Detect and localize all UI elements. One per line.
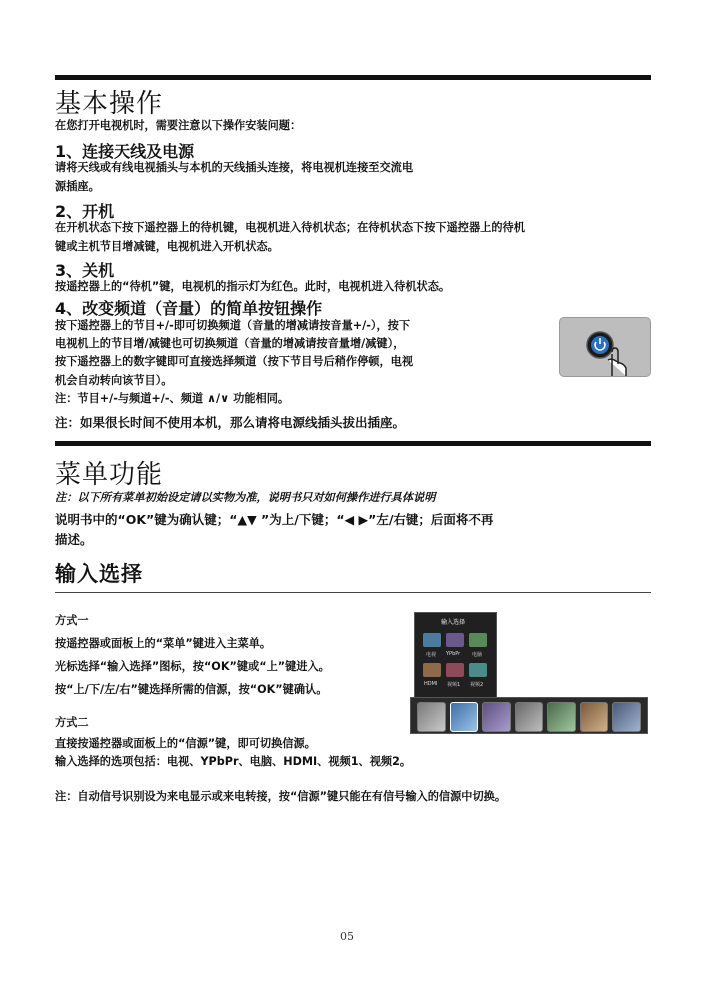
section-rule <box>55 441 651 446</box>
section-title-menu-functions: 菜单功能 <box>55 460 164 490</box>
tile-label: YPbPr <box>446 651 461 657</box>
heading-power-off: 3、关机 <box>55 261 115 280</box>
para-line: 注：节目+/-与频道+/-、频道 ∧/∨ 功能相同。 <box>55 392 290 405</box>
page-number: 05 <box>340 930 354 943</box>
para-line: 在开机状态下按下遥控器上的待机键，电视机进入待机状态；在待机状态下按下遥控器上的待机 <box>55 221 525 234</box>
para-line: 电视机上的节目增/减键也可切换频道（音量的增减请按音量增/减键）， <box>55 337 405 350</box>
para-line: 源插座。 <box>55 180 100 193</box>
video2-source-icon <box>469 663 487 677</box>
main-menu-icon-strip <box>410 697 648 734</box>
para-line: 请将天线或有线电视插头与本机的天线插头连接，将电视机连接至交流电 <box>55 161 414 174</box>
section-title-basic-operations: 基本操作 <box>55 89 164 119</box>
para-line: 按下遥控器上的节目+/-即可切换频道（音量的增减请按音量+/-），按下 <box>55 319 411 332</box>
para-line: 按遥控器或面板上的“菜单”键进入主菜单。 <box>55 637 272 650</box>
para-line: 按遥控器上的“待机”键，电视机的指示灯为红色。此时，电视机进入待机状态。 <box>55 280 451 293</box>
hdmi-source-icon <box>423 663 441 677</box>
pc-source-icon <box>469 633 487 647</box>
para-line: 输入选择的选项包括：电视、YPbPr、电脑、HDMI、视频1、视频2。 <box>55 755 412 768</box>
input-select-menu-screenshot <box>414 612 497 698</box>
input-select-menu-icon <box>450 702 479 732</box>
source-switch-note: 注：自动信号识别设为来电显示或来电转接，按“信源”键只能在有信号输入的信源中切换。 <box>55 790 507 803</box>
sound-menu-icon <box>482 702 511 732</box>
para-line: 直接按遥控器或面板上的“信源”键，即可切换信源。 <box>55 737 316 750</box>
para-line: 机会自动转向该节目）。 <box>55 374 173 387</box>
para-line: 键或主机节目增减键，电视机进入开机状态。 <box>55 240 279 253</box>
para-line: 按下遥控器上的数字键即可直接选择频道（按下节目号后稍作停顿，电视 <box>55 355 414 368</box>
tv-source-icon <box>423 633 441 647</box>
menu-header: 输入选择 <box>441 619 466 626</box>
search-menu-icon <box>612 702 641 732</box>
heading-channel-volume: 4、改变频道（音量）的简单按钮操作 <box>55 299 323 318</box>
para-line: 光标选择“输入选择”图标，按“OK”键或“上”键进入。 <box>55 660 330 673</box>
tile-label: 电脑 <box>472 652 483 658</box>
remote-button-illustration <box>559 317 651 377</box>
settings-menu-icon <box>580 702 609 732</box>
intro-text: 在您打开电视机时，需要注意以下操作安装问题： <box>55 119 302 132</box>
menu-italic-note: 注：以下所有菜单初始设定请以实物为准，说明书只对如何操作进行具体说明 <box>55 491 436 504</box>
tile-label: 视频1 <box>447 682 461 688</box>
heading-power-on: 2、开机 <box>55 202 115 221</box>
top-rule <box>55 75 651 80</box>
ypbpr-source-icon <box>446 633 464 647</box>
method1-title: 方式一 <box>55 614 89 627</box>
tile-label: 视频2 <box>470 682 484 688</box>
screen-menu-icon <box>515 702 544 732</box>
para-line: 说明书中的“OK”键为确认键；“▲▼ ”为上/下键；“◀ ▶”左/右键；后面将不再 <box>55 512 494 527</box>
para-line: 按“上/下/左/右”键选择所需的信源，按“OK”键确认。 <box>55 683 328 696</box>
method2-title: 方式二 <box>55 716 89 729</box>
tile-label: HDMI <box>424 681 438 687</box>
unplug-note: 注：如果很长时间不使用本机，那么请将电源线插头拔出插座。 <box>55 415 406 430</box>
section-thin-rule <box>55 592 651 593</box>
section-title-input-select: 输入选择 <box>55 562 143 586</box>
heading-antenna-power: 1、连接天线及电源 <box>55 142 195 161</box>
video1-source-icon <box>446 663 464 677</box>
tile-label: 电视 <box>426 652 437 658</box>
channel-menu-icon <box>547 702 576 732</box>
power-button-hand-icon <box>560 318 650 376</box>
picture-menu-icon <box>417 702 446 732</box>
para-line: 描述。 <box>55 532 93 547</box>
